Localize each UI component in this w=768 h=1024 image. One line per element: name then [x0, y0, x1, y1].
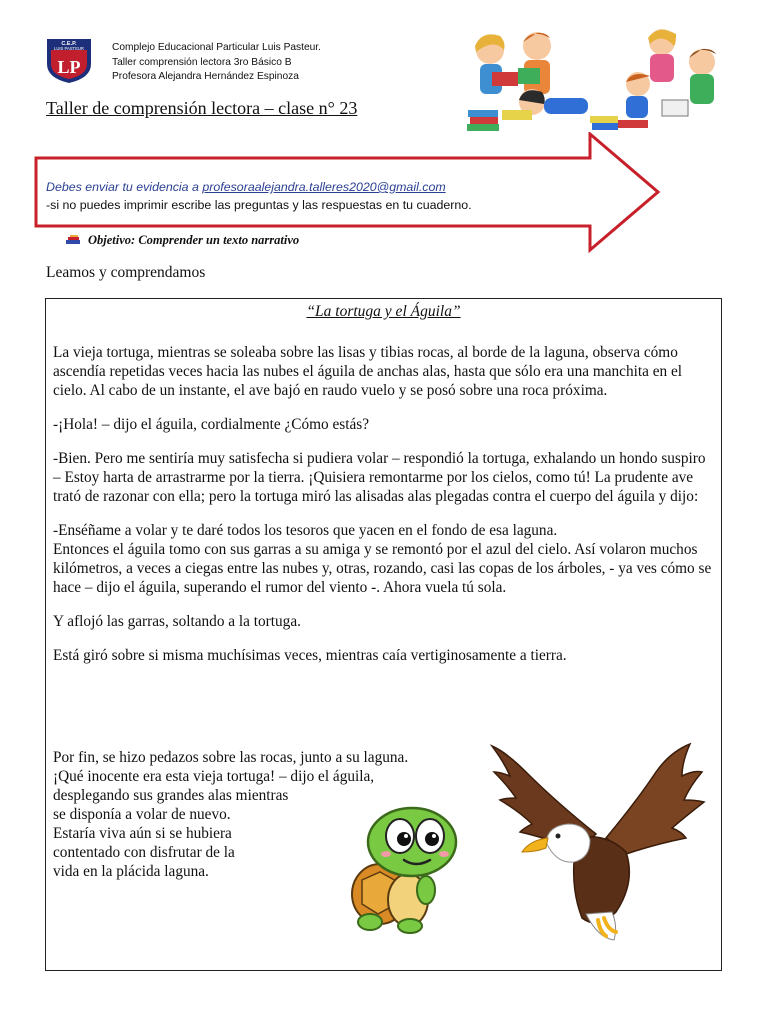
story-paragraph: -Bien. Pero me sentiría muy satisfecha si pudiera volar – respondió la tortuga, exhalando un hondo suspiro – Estoy harta de arrastrarme por la tierra. ¡Quisiera remontarme por los cielos, como tú! La prudente ave trató de razonar con ella; pero la tortuga miró las alisadas alas plegadas contra el cuerpo del águila y dijo:	[53, 450, 706, 505]
svg-text:LUIS PASTEUR: LUIS PASTEUR	[54, 46, 84, 51]
story-paragraph: La vieja tortuga, mientras se soleaba sobre las lisas y tibias rocas, al borde de la laguna, observa cómo ascendía repetidas veces hacia las nubes el águila de anchas alas, hasta que sólo era una manchita en el cielo. Al cabo de un instante, el ave bajó en raudo vuelo y se posó sobre una roca próxima.	[53, 344, 683, 399]
svg-text:LP: LP	[57, 57, 81, 77]
intro-text: Leamos y comprendamos	[46, 264, 206, 281]
children-reading-illustration	[462, 24, 724, 134]
story-paragraph: -¡Hola! – dijo el águila, cordialmente ¿Cómo estás?	[53, 416, 370, 433]
story-paragraph: Está giró sobre si misma muchísimas veces, mientras caía vertiginosamente a tierra.	[53, 647, 567, 664]
course-name: Taller comprensión lectora 3ro Básico B	[112, 56, 292, 68]
submission-prefix: Debes enviar tu evidencia a	[46, 180, 203, 194]
school-logo	[44, 36, 94, 84]
story-line: vida en la plácida laguna.	[53, 863, 209, 880]
story-paragraph: Entonces el águila tomo con sus garras a su amiga y se remontó por el azul del cielo. Así volaron muchos kilómetros, a veces a ciegas entre las nubes y, otras, rozando, casi las copas de los árboles, - ya ves cómo se hace – dijo el águila, superando el rumor del viento -. Ahora vuela tú sola.	[53, 541, 712, 596]
story-paragraph: Y aflojó las garras, soltando a la tortuga.	[53, 613, 301, 630]
story-line: Por fin, se hizo pedazos sobre las rocas, junto a su laguna.	[53, 749, 409, 766]
notebook-note: -si no puedes imprimir escribe las preguntas y las respuestas en tu cuaderno.	[46, 198, 472, 212]
book-bullet-icon	[66, 235, 80, 245]
header-info	[112, 41, 321, 85]
story-line: desplegando sus grandes alas mientras	[53, 787, 289, 804]
story-line: se disponía a volar de nuevo.	[53, 806, 231, 823]
svg-text:C.E.P.: C.E.P.	[61, 41, 77, 47]
story-paragraph: -Enséñame a volar y te daré todos los tesoros que yacen en el fondo de esa laguna.	[53, 522, 558, 539]
objective	[66, 233, 299, 248]
objective-text: Objetivo: Comprender un texto narrativo	[88, 233, 300, 247]
story-line: contentado con disfrutar de la	[53, 844, 235, 861]
teacher-name: Profesora Alejandra Hernández Espinoza	[112, 71, 299, 82]
turtle-illustration	[342, 802, 472, 934]
school-name: Complejo Educacional Particular Luis Pasteur.	[112, 42, 321, 53]
story-line: ¡Qué inocente era esta vieja tortuga! – dijo el águila,	[53, 768, 375, 785]
submission-instruction	[46, 180, 446, 194]
teacher-email-link[interactable]: profesoraalejandra.talleres2020@gmail.com	[202, 180, 446, 194]
story-body	[53, 343, 715, 680]
story-line: Estaría viva aún si se hubiera	[53, 825, 232, 842]
story-title: “La tortuga y el Águila”	[306, 303, 461, 320]
eagle-illustration	[486, 742, 716, 942]
page-title: Taller de comprensión lectora – clase n° 23	[46, 98, 358, 118]
